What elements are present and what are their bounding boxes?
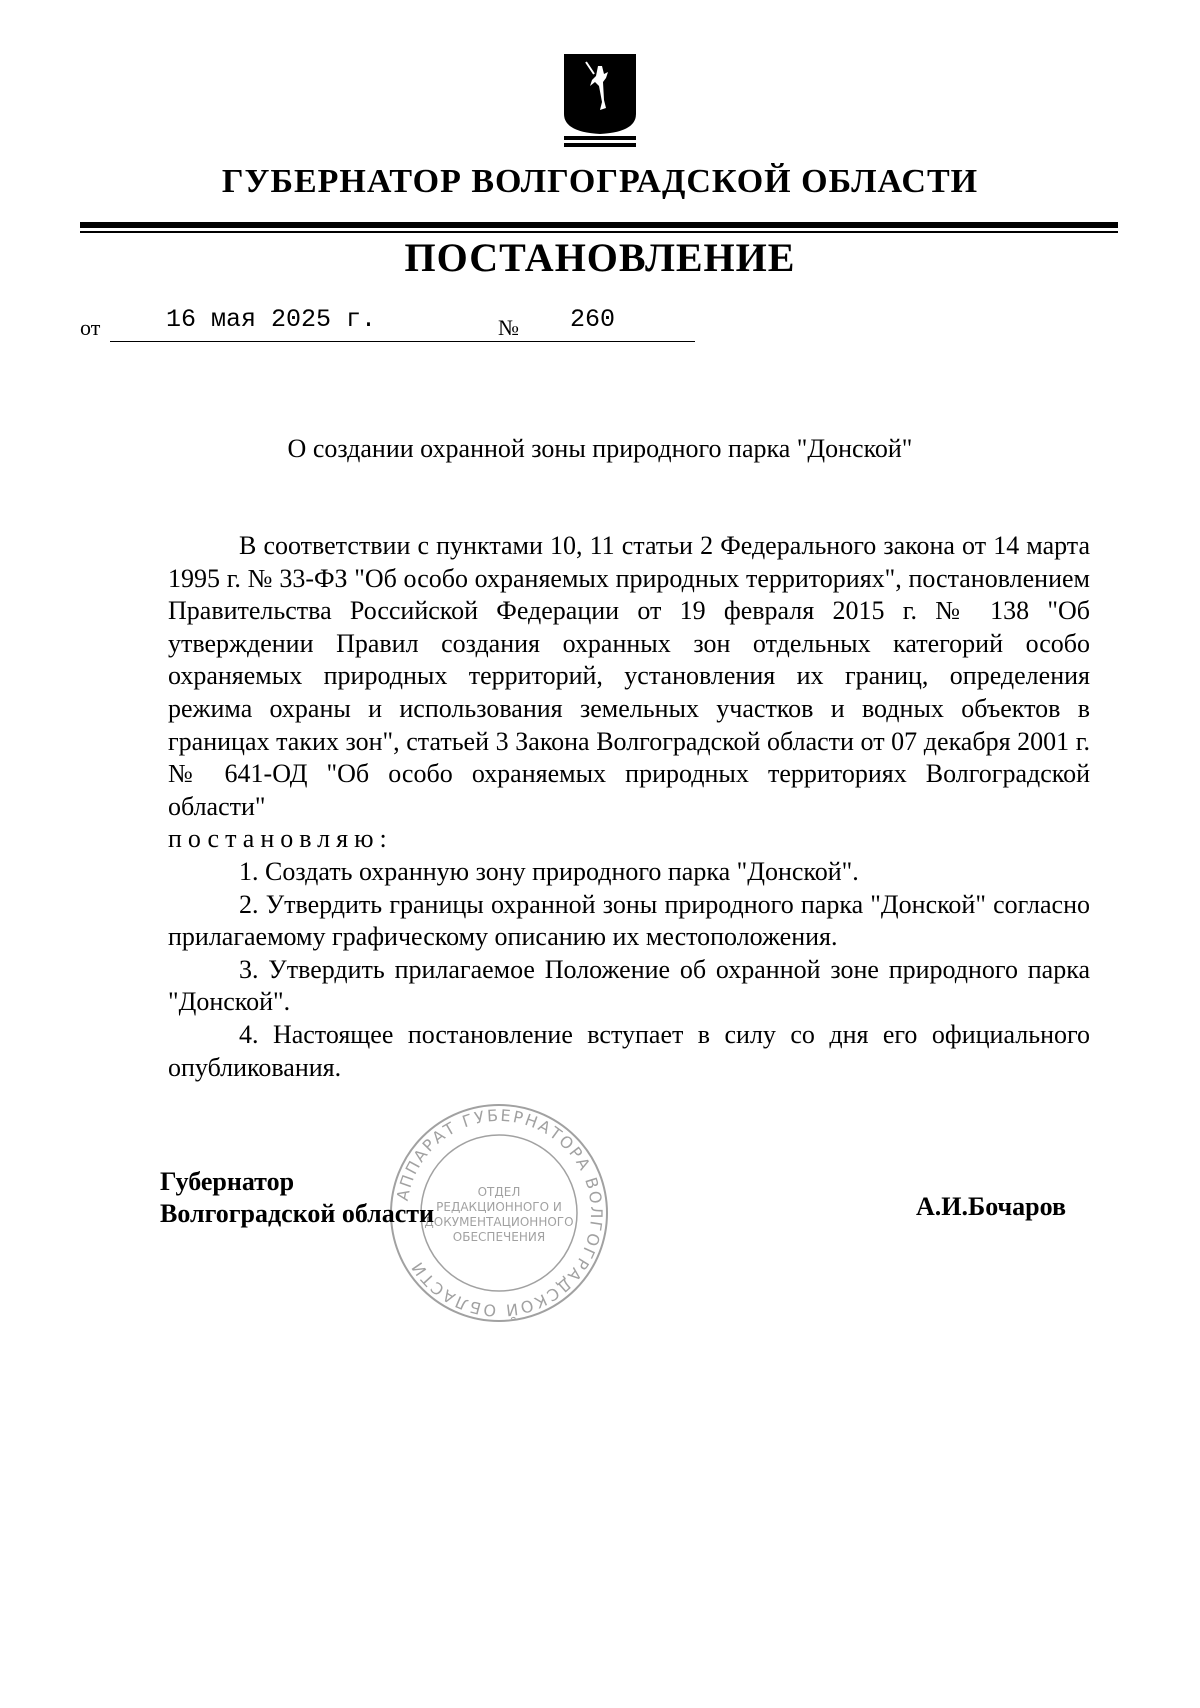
header-divider-thick: [80, 222, 1118, 228]
signatory-name: А.И.Бочаров: [916, 1192, 1067, 1221]
issuer-title: ГУБЕРНАТОР ВОЛГОГРАДСКОЙ ОБЛАСТИ: [221, 163, 979, 200]
preamble-text: В соответствии с пунктами 10, 11 статьи 2 Федерального закона от 14 марта 1995 г. № 33-ФЗ "Об особо охраняемых природных территориях", постановлением Правительства Российской Федерации от 19 февраля 2015 г. № 138 "Об утверждении Правил создания охранных зон отдельных категорий особо охраняемых природных территорий, установления их границ, определения режима охраны и использования земельных участков и водных объектов в границах таких зон", статьей 3 Закона Волгоградской области от 07 декабря 2001 г. № 641-ОД "Об особо охраняемых природных территориях Волгоградской области": [168, 531, 1090, 821]
list-item: 4. Настоящее постановление вступает в силу со дня его официального опубликования.: [168, 1019, 1090, 1082]
resolve-word: постановляю:: [168, 824, 393, 854]
stamp-outer-text: АППАРАТ ГУБЕРНАТОРА ВОЛГОГРАДСКОЙ ОБЛАСТИ: [392, 1105, 607, 1321]
stamp-inner-line: ОБЕСПЕЧЕНИЯ: [452, 1230, 546, 1244]
list-item: 3. Утвердить прилагаемое Положение об охранной зоне природного парка "Донской".: [168, 954, 1090, 1017]
document-date: 16 мая 2025 г.: [166, 305, 377, 334]
stamp-inner-line: РЕДАКЦИОННОГО И: [436, 1200, 562, 1214]
signatory-title-line2: Волгоградской области: [160, 1199, 435, 1228]
list-item: 1. Создать охранную зону природного парка "Донской".: [239, 856, 859, 886]
coat-of-arms-icon: [560, 52, 640, 150]
list-item: 2. Утвердить границы охранной зоны природного парка "Донской" согласно прилагаемому графическому описанию их местоположения.: [168, 889, 1090, 952]
stamp-inner-line: ОТДЕЛ: [477, 1185, 521, 1199]
signatory-title: [160, 1166, 434, 1230]
date-number-row: [80, 305, 700, 345]
signatory-title-line1: Губернатор: [160, 1167, 295, 1196]
number-prefix: №: [498, 315, 519, 340]
document-body: [168, 530, 1090, 1084]
document-subject: О создании охранной зоны природного парка "Донской": [287, 434, 913, 463]
date-underline: [110, 341, 562, 342]
document-type: ПОСТАНОВЛЕНИЕ: [404, 235, 796, 280]
date-prefix: от: [80, 315, 101, 340]
preamble-paragraph: [168, 530, 1090, 823]
header-divider-thin: [80, 231, 1118, 233]
document-number: 260: [570, 305, 616, 334]
stamp-inner-line: ДОКУМЕНТАЦИОННОГО: [424, 1215, 574, 1229]
number-underline: [530, 341, 695, 342]
